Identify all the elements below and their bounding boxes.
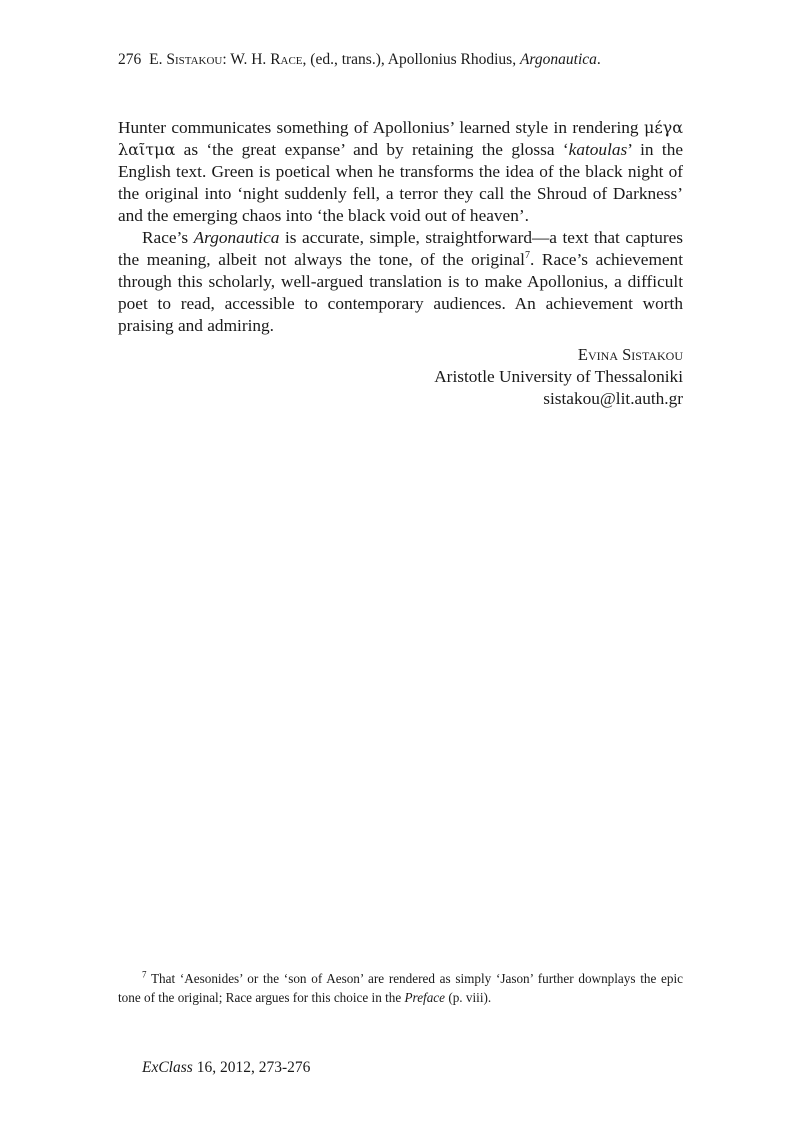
- footnote-text-a: That ‘Aesonides’ or the ‘son of Aeson’ are rendered as simply ‘Jason’ further downplays the epic tone of the original; Race argues for this choice in the: [118, 971, 683, 1005]
- work-title: Argonautica: [519, 51, 597, 68]
- p1-text-b: as ‘the great expanse’ and by retaining the glossa ‘: [175, 140, 569, 159]
- p1-text-c: ’ in the English text. Green is poetical when he transforms the idea of the black night of the original into ‘night suddenly fell, a terror they call the Shroud of Darkness’ and the emerging chaos into ‘the black void out of heaven’.: [118, 140, 684, 225]
- header-period: .: [596, 51, 601, 68]
- journal-name: ExClass: [142, 1059, 193, 1076]
- footnote-number: 7: [142, 969, 147, 980]
- header-colon: :: [222, 51, 227, 68]
- body-text: [118, 117, 683, 337]
- p1-text-a: Hunter communicates something of Apollonius’ learned style in rendering: [118, 118, 644, 137]
- greek-phrase: μέγα λαῖτμα: [118, 118, 683, 159]
- footnote-ref[interactable]: 7: [524, 250, 530, 262]
- author-initial: E.: [149, 51, 163, 68]
- editor-initials: W. H.: [230, 51, 267, 68]
- footnote-text-b: (p. viii).: [445, 989, 492, 1005]
- running-head: [118, 50, 688, 70]
- page-footer: [142, 1058, 310, 1078]
- signature-affiliation: Aristotle University of Thessaloniki: [434, 367, 683, 386]
- page-number: 276: [118, 51, 142, 68]
- paragraph-2: [118, 227, 683, 337]
- p2-text-c: . Race’s achievement through this scholarly, well-argued translation is to make Apollonius, a difficult poet to read, accessible to contemporary audiences. An achievement worth praising and admiring.: [118, 250, 683, 335]
- journal-citation: 16, 2012, 273-276: [192, 1059, 311, 1076]
- signature-block: [434, 344, 683, 410]
- signature-email: sistakou@lit.auth.gr: [543, 389, 683, 408]
- paragraph-1: [118, 117, 683, 227]
- p2-text-b: is accurate, simple, straightforward—a text that captures the meaning, albeit not always the tone, of the original: [118, 228, 683, 269]
- p2-text-a: Race’s: [142, 228, 194, 247]
- signature-name: Evina Sistakou: [577, 345, 683, 364]
- author-surname: Sistakou: [166, 51, 223, 68]
- editor-surname: Race: [270, 51, 303, 68]
- p1-italic-term: katoulas: [568, 140, 628, 159]
- footnote-italic: Preface: [404, 989, 446, 1005]
- footnote: [118, 970, 683, 1007]
- p2-italic-title: Argonautica: [193, 228, 280, 247]
- editor-role: , (ed., trans.), Apollonius Rhodius,: [302, 51, 520, 68]
